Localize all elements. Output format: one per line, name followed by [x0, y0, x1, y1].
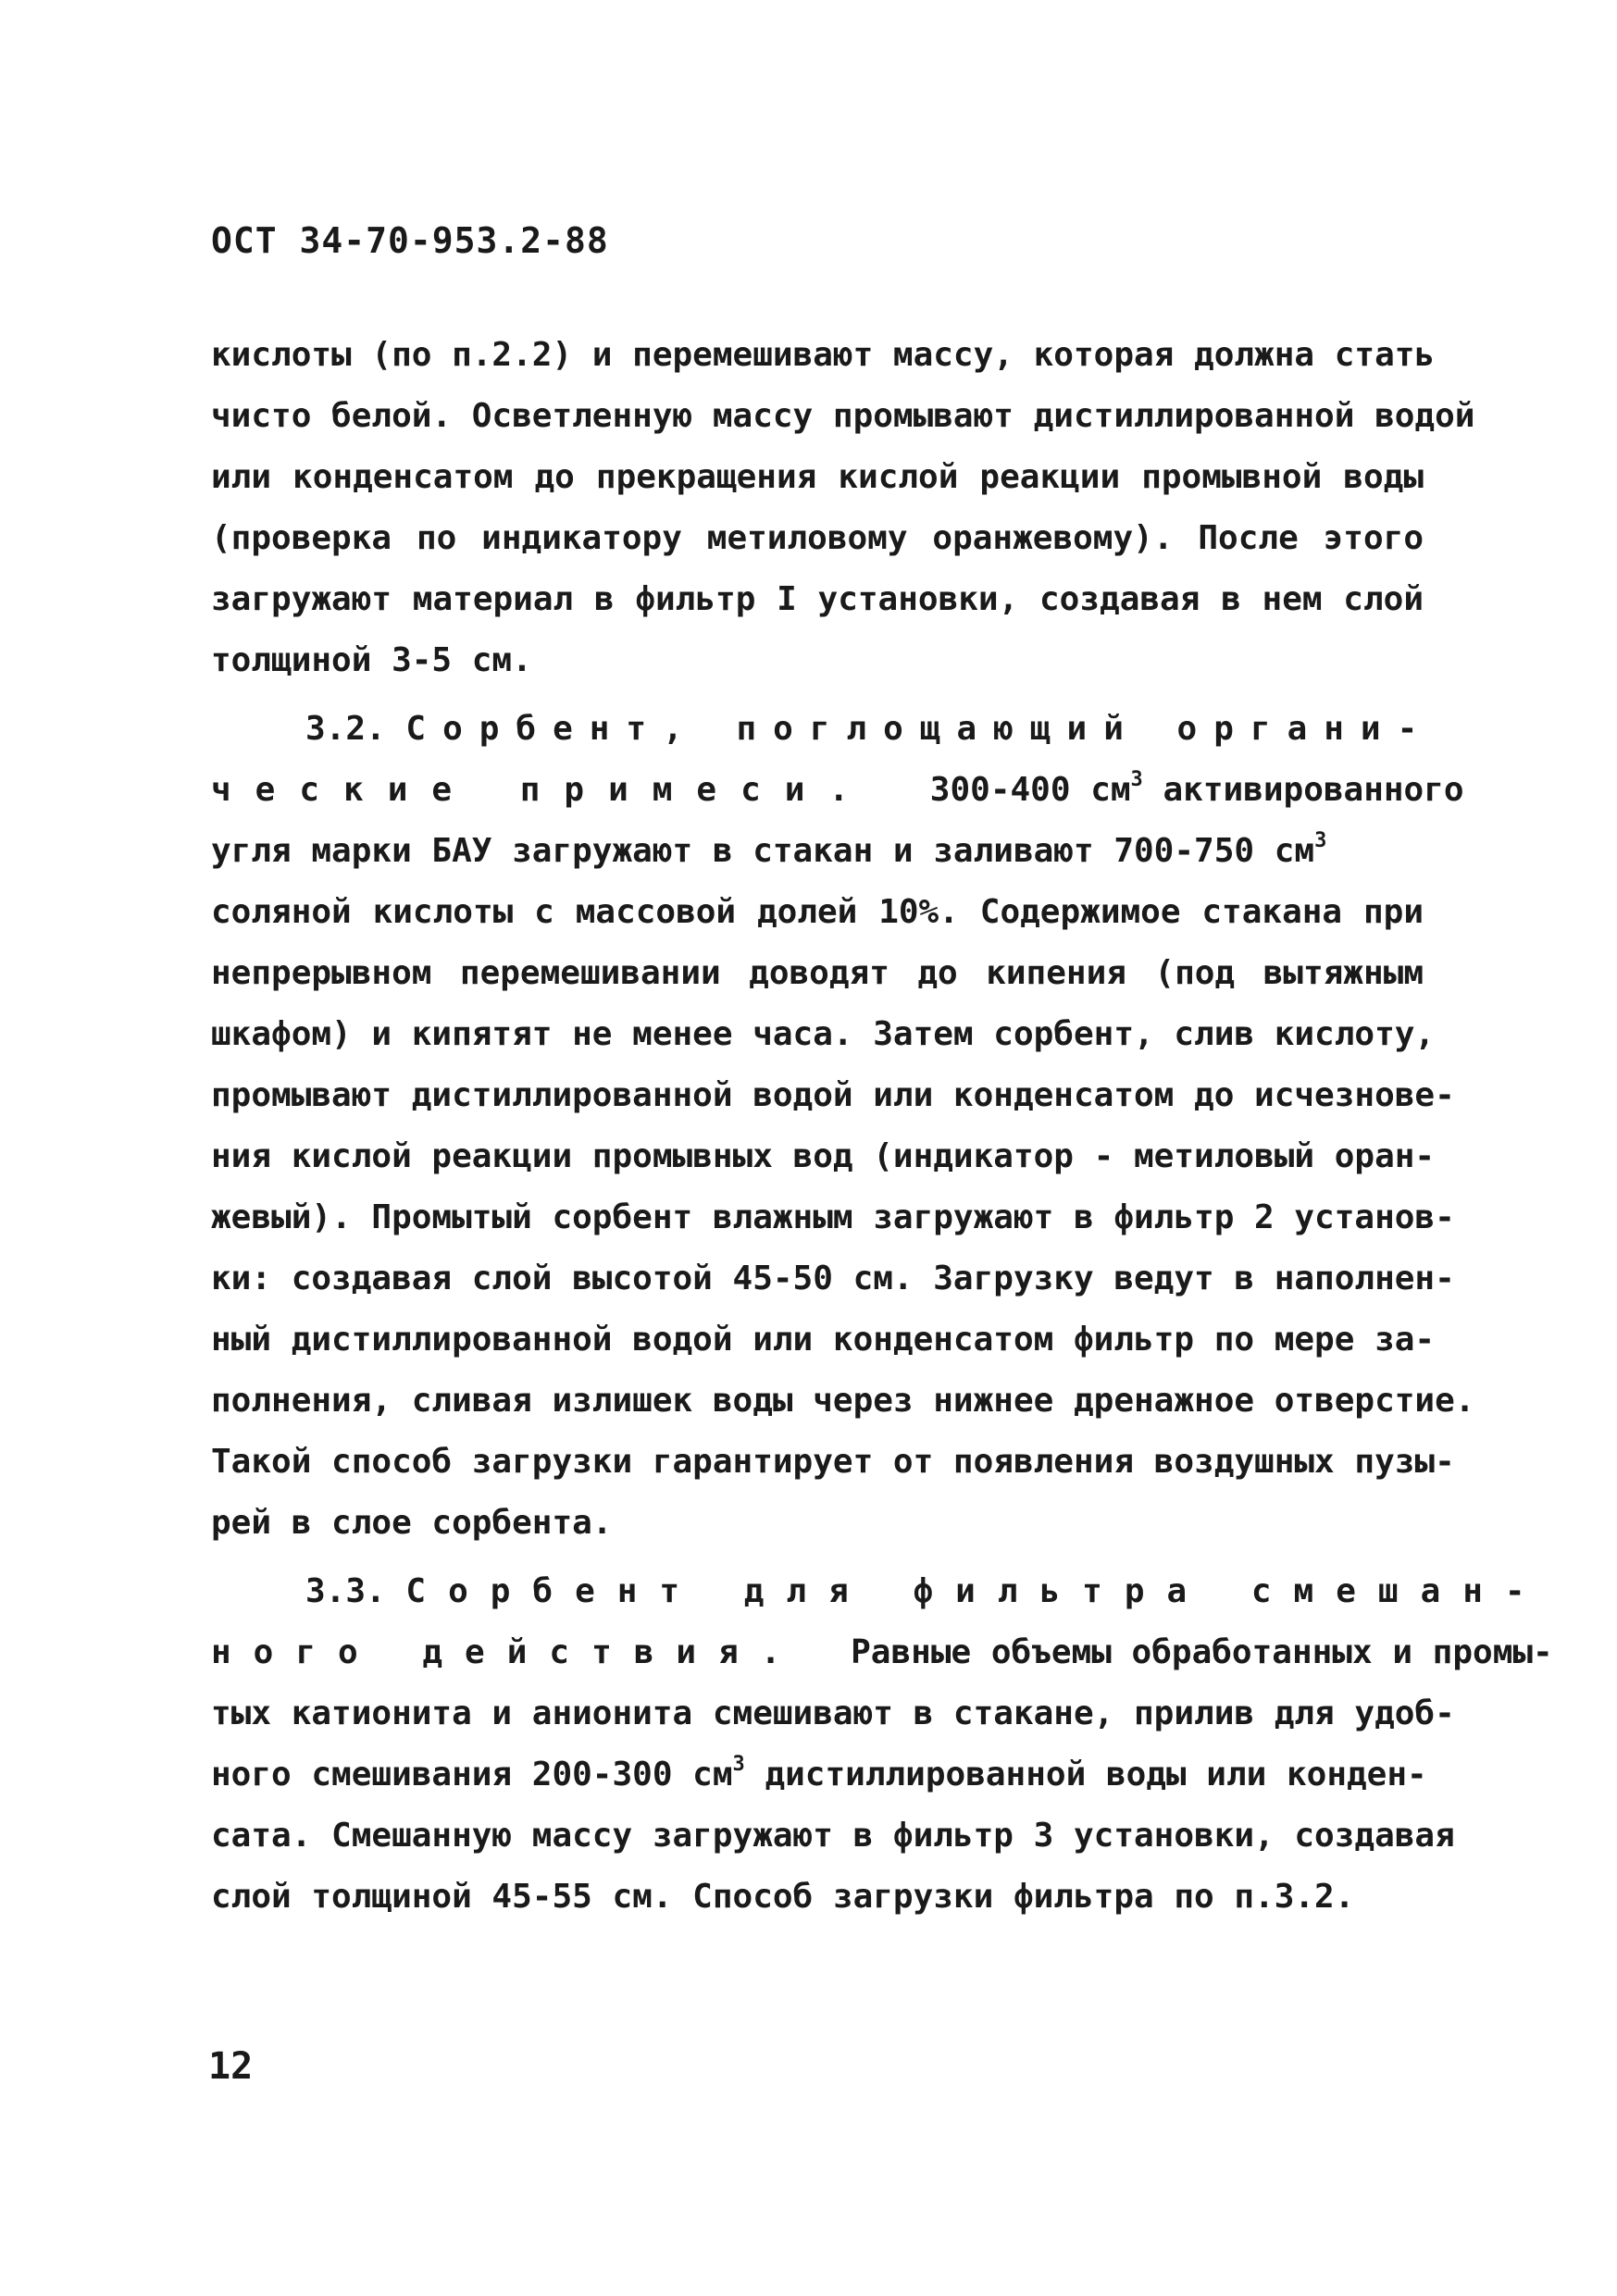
text-line: сата. Смешанную массу загружают в фильтр 3 установки, создавая: [211, 1817, 1455, 1855]
document-code: ОСТ 34-70-953.2-88: [211, 220, 609, 261]
text-line: непрерывном перемешивании доводят до кипения (под вытяжным: [211, 954, 1424, 992]
section-title: ческие примеси.: [211, 771, 874, 809]
text-line: ный дистиллированной водой или конденсатом фильтр по мере за-: [211, 1321, 1436, 1359]
text-line: [211, 1753, 1427, 1795]
text-line: ки: создавая слой высотой 45-50 см. Загрузку ведут в наполнен-: [211, 1260, 1455, 1297]
text-line: чисто белой. Осветленную массу промывают дистиллированной водой: [211, 397, 1475, 435]
text-line: кислоты (по п.2.2) и перемешивают массу, которая должна стать: [211, 336, 1436, 374]
section-number: 3.3.: [305, 1572, 386, 1610]
page-number: 12: [208, 2045, 254, 2088]
text-line: толщиной 3-5 см.: [211, 641, 532, 679]
text-line: (проверка по индикатору метиловому оранжевому). После этого: [211, 519, 1424, 557]
section-number: 3.2.: [305, 710, 386, 748]
text-line: рей в слое сорбента.: [211, 1504, 613, 1542]
text-span: ного смешивания 200-300 см: [211, 1756, 733, 1793]
text-line: соляной кислоты с массовой долей 10%. Содержимое стакана при: [211, 893, 1424, 931]
text-line: загружают материал в фильтр I установки, создавая в нем слой: [211, 580, 1424, 618]
superscript: 3: [732, 1753, 745, 1776]
text-line: шкафом) и кипятят не менее часа. Затем сорбент, слив кислоту,: [211, 1015, 1436, 1053]
text-line: полнения, сливая излишек воды через нижнее дренажное отверстие.: [211, 1382, 1475, 1420]
text-line: слой толщиной 45-55 см. Способ загрузки фильтра по п.3.2.: [211, 1878, 1355, 1916]
text-line: жевый). Промытый сорбент влажным загружают в фильтр 2 установ-: [211, 1198, 1455, 1236]
section-heading-line: [211, 768, 1464, 811]
text-line: [211, 831, 1424, 872]
text-span: Равные объемы обработанных и промы-: [851, 1633, 1553, 1671]
section-title: Сорбент, поглощающий органи-: [405, 710, 1435, 748]
text-line: промывают дистиллированной водой или конденсатом до исчезнове-: [211, 1076, 1455, 1114]
text-span: угля марки БАУ загружают в стакан и заливают 700-750 см: [211, 832, 1315, 870]
text-line: Такой способ загрузки гарантирует от появления воздушных пузы-: [211, 1443, 1455, 1481]
text-line: или конденсатом до прекращения кислой реакции промывной воды: [211, 458, 1424, 496]
section-title: ного действия.: [211, 1633, 803, 1671]
section-title: Сорбент для фильтра смешан-: [405, 1572, 1548, 1610]
text-span: 300-400 см: [929, 771, 1131, 809]
text-span: дистиллированной воды или конден-: [744, 1756, 1427, 1793]
superscript: 3: [1314, 829, 1327, 852]
superscript: 3: [1130, 768, 1143, 791]
text-line: тых катионита и анионита смешивают в стакане, прилив для удоб-: [211, 1694, 1455, 1732]
section-heading-line: [305, 709, 1435, 750]
section-heading-line: [305, 1571, 1548, 1612]
text-line: ния кислой реакции промывных вод (индикатор - метиловый оран-: [211, 1137, 1436, 1175]
text-span: активированного: [1142, 771, 1464, 809]
section-heading-line: [211, 1632, 1553, 1673]
